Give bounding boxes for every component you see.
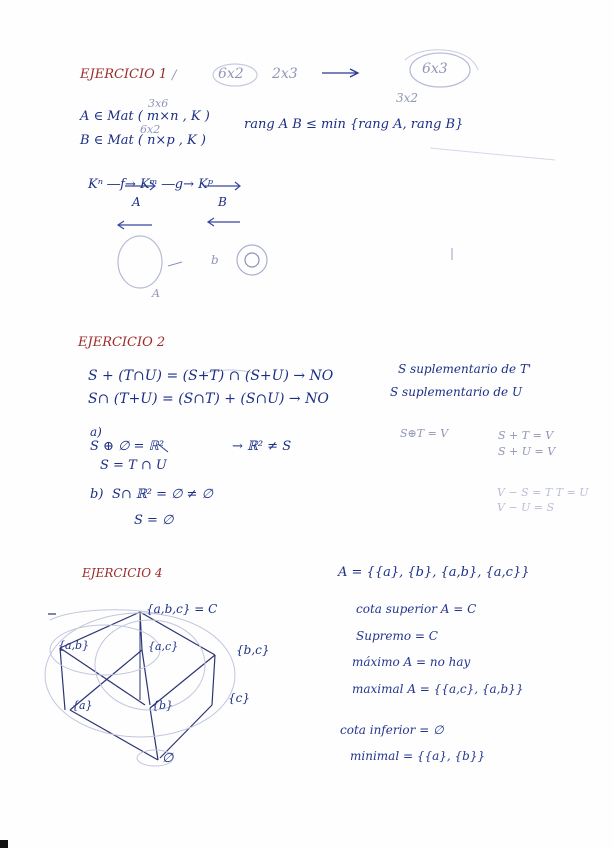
side-row-2: S + U = V	[498, 445, 556, 458]
scan-corner-mark	[0, 840, 8, 848]
part-a-line-1b: → ℝ² ≠ S	[232, 439, 292, 454]
equation-1: S + (T∩U) = (S+T) ∩ (S+U) → NO	[88, 368, 334, 384]
arrow-back-b	[208, 218, 240, 226]
side-row-3: V − S = T T = U	[497, 486, 589, 499]
equation-2: S∩ (T+U) = (S∩T) + (S∩U) → NO	[88, 391, 329, 407]
side-note: S⊕T = V	[400, 427, 449, 440]
circle-label-a: A	[152, 287, 160, 300]
map-label-b: B	[218, 195, 227, 209]
set-a: A = {{a}, {b}, {a,b}, {a,c}}	[338, 565, 530, 580]
tick	[168, 262, 182, 266]
node-b: {b}	[152, 699, 174, 712]
node-c: {c}	[228, 691, 250, 705]
circle-b-inner	[245, 253, 259, 267]
dim-2x3: 2x3	[272, 66, 298, 82]
part-b-line-2: S = ∅	[134, 513, 174, 528]
matrix-b-dims: 6x2	[140, 123, 161, 136]
rank-inequality: rang A B ≤ min {rang A, rang B}	[244, 117, 464, 132]
minimal: minimal = {{a}, {b}}	[350, 749, 486, 763]
map-composition: Kⁿ ―f→ Kᵐ ―g→ Kᵖ	[88, 177, 214, 192]
cota-inferior: cota inferior = ∅	[340, 723, 444, 737]
part-a-label: a)	[90, 425, 102, 439]
matrix-b-definition: B ∈ Mat ( n×p , K )	[80, 133, 206, 148]
cota-superior: cota superior A = C	[356, 602, 477, 616]
dim-3x2: 3x2	[396, 91, 419, 105]
node-bc: {b,c}	[236, 643, 270, 657]
dim-6x2: 6x2	[218, 66, 244, 82]
node-abc: {a,b,c} = C	[146, 602, 218, 616]
part-a-line-1: S ⊕ ∅ = ℝ²	[90, 439, 165, 454]
equation-2-note: S suplementario de U	[390, 385, 523, 399]
part-a-line-2: S = T ∩ U	[100, 458, 167, 473]
equation-1-note: S suplementario de T'	[398, 362, 532, 376]
side-row-4: V − U = S	[497, 501, 555, 514]
matrix-a-definition: A ∈ Mat ( m×n , K )	[80, 109, 210, 124]
circle-label-b: b	[211, 253, 219, 267]
faint-line	[430, 148, 555, 160]
maximo: máximo A = no hay	[352, 655, 471, 669]
circle-b	[237, 245, 267, 275]
dim-6x3: 6x3	[422, 61, 448, 77]
slash-mark: /	[172, 68, 177, 83]
supremo: Supremo = C	[356, 629, 438, 643]
node-bc-mid: {a,c}	[148, 640, 179, 653]
node-ab: {a,b}	[58, 639, 90, 652]
part-b-label: b)	[90, 487, 104, 502]
matrix-a-dims: 3x6	[148, 97, 169, 110]
arrow-1	[322, 69, 358, 77]
node-a: {a}	[72, 699, 93, 712]
part-b-line-1: S∩ ℝ² = ∅ ≠ ∅	[112, 487, 213, 502]
circle-a	[118, 236, 162, 288]
map-label-a: A	[132, 195, 141, 209]
maximal: maximal A = {{a,c}, {a,b}}	[352, 682, 524, 696]
lattice-diagram	[60, 612, 215, 760]
exercise-1-title: EJERCICIO 1	[80, 67, 168, 82]
exercise-4-title: EJERCICIO 4	[82, 566, 163, 580]
node-empty: ∅	[162, 751, 174, 766]
arrow-back-a	[118, 221, 152, 229]
side-row-1: S + T = V	[498, 429, 554, 442]
exercise-2-title: EJERCICIO 2	[78, 335, 166, 350]
